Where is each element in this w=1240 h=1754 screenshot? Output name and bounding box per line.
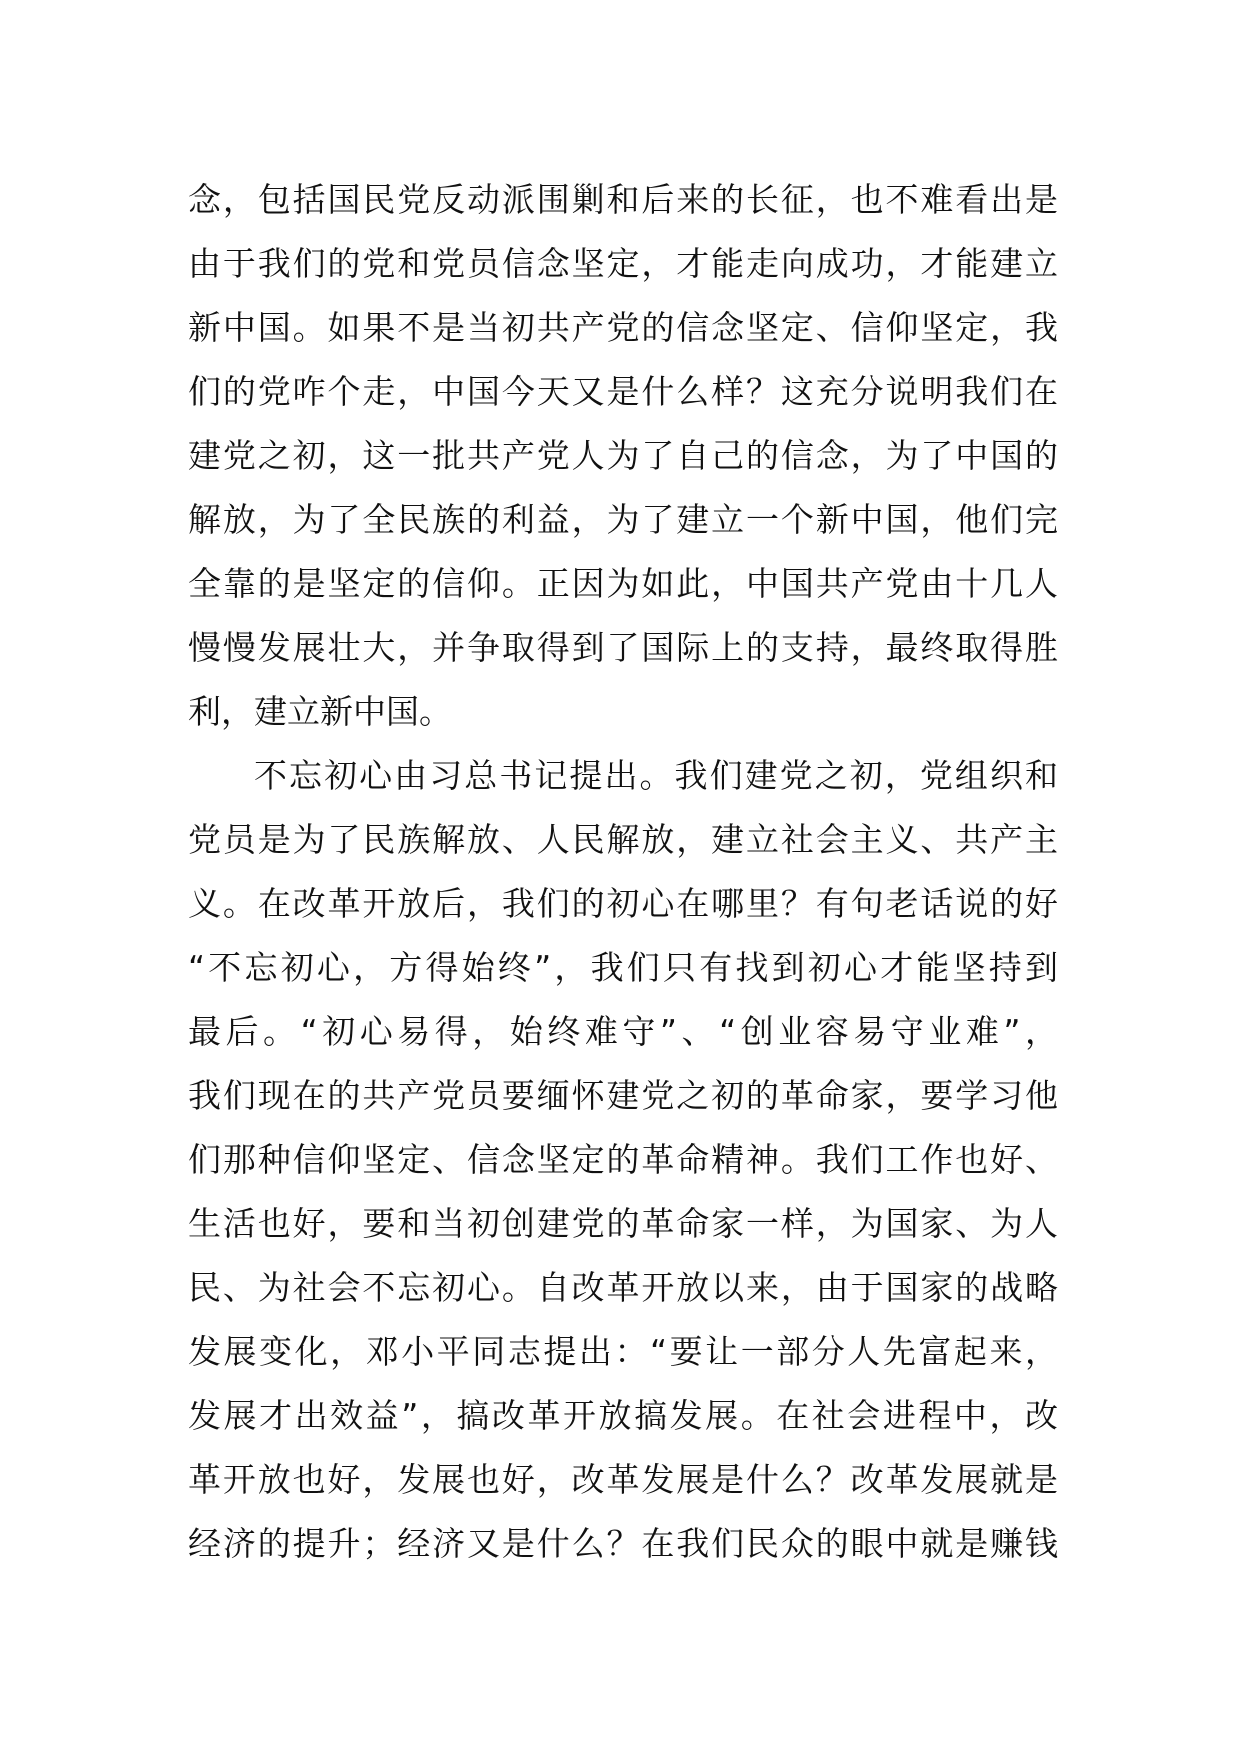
text-line-1: 念，包括国民党反动派围剿和后来的长征，也不难看出是	[188, 180, 1058, 219]
text-line-2: 由于我们的党和党员信念坚定，才能走向成功，才能建立	[188, 244, 1058, 283]
text-line-3: 新中国。如果不是当初共产党的信念坚定、信仰坚定，我	[188, 308, 1058, 347]
text-line-14: 最后。“初心易得，始终难守”、“创业容易守业难”，	[188, 1012, 1058, 1051]
text-line-18: 民、为社会不忘初心。自改革开放以来，由于国家的战略	[188, 1268, 1058, 1307]
text-line-12: 义。在改革开放后，我们的初心在哪里？有句老话说的好	[188, 884, 1058, 923]
text-line-4: 们的党咋个走，中国今天又是什么样？这充分说明我们在	[188, 372, 1058, 411]
text-line-7: 全靠的是坚定的信仰。正因为如此，中国共产党由十几人	[188, 564, 1058, 603]
text-line-21: 革开放也好，发展也好，改革发展是什么？改革发展就是	[188, 1460, 1058, 1499]
text-line-16: 们那种信仰坚定、信念坚定的革命精神。我们工作也好、	[188, 1140, 1058, 1179]
text-line-22: 经济的提升；经济又是什么？在我们民众的眼中就是赚钱	[188, 1524, 1058, 1563]
text-line-9: 利，建立新中国。	[188, 692, 452, 731]
text-line-17: 生活也好，要和当初创建党的革命家一样，为国家、为人	[188, 1204, 1058, 1243]
text-line-10: 不忘初心由习总书记提出。我们建党之初，党组织和	[254, 756, 1058, 795]
text-line-19: 发展变化，邓小平同志提出：“要让一部分人先富起来，	[188, 1332, 1058, 1371]
text-line-20: 发展才出效益”，搞改革开放搞发展。在社会进程中，改	[188, 1396, 1058, 1435]
body-text	[188, 168, 1058, 1576]
text-line-13: “不忘初心，方得始终”，我们只有找到初心才能坚持到	[188, 948, 1058, 987]
text-line-5: 建党之初，这一批共产党人为了自己的信念，为了中国的	[188, 436, 1058, 475]
text-line-15: 我们现在的共产党员要缅怀建党之初的革命家，要学习他	[188, 1076, 1058, 1115]
text-line-8: 慢慢发展壮大，并争取得到了国际上的支持，最终取得胜	[188, 628, 1058, 667]
text-line-11: 党员是为了民族解放、人民解放，建立社会主义、共产主	[188, 820, 1058, 859]
text-line-6: 解放，为了全民族的利益，为了建立一个新中国，他们完	[188, 500, 1058, 539]
